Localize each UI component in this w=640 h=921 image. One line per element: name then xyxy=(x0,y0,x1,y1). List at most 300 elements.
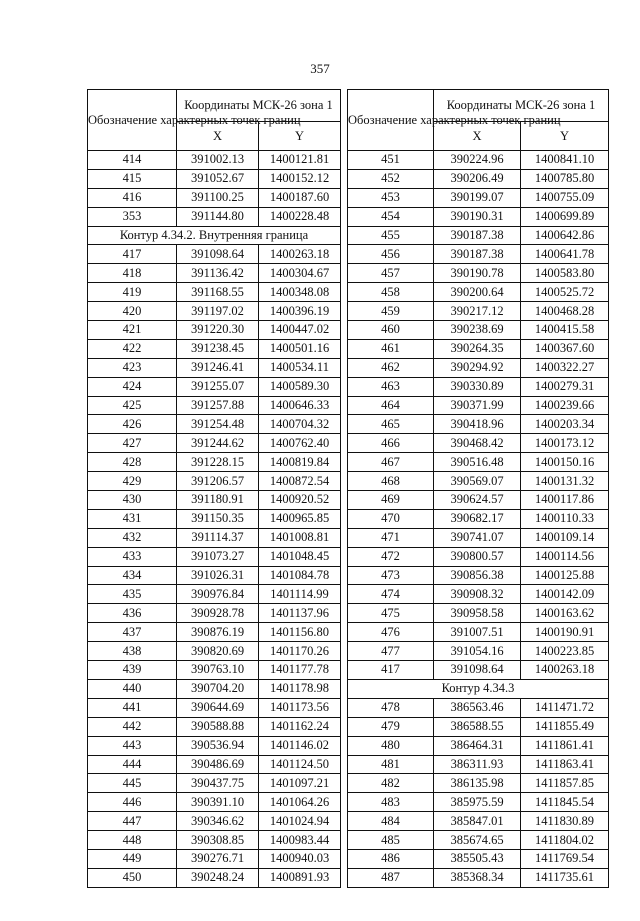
point-id-cell: 423 xyxy=(88,358,177,377)
x-coordinate-cell: 390468.42 xyxy=(434,434,521,453)
point-id-cell: 462 xyxy=(348,358,434,377)
y-coordinate-cell: 1400646.33 xyxy=(259,396,341,415)
y-coordinate-cell: 1400525.72 xyxy=(521,283,609,302)
table-row xyxy=(88,415,341,434)
y-coordinate-cell: 1400190.91 xyxy=(521,623,609,642)
table-row xyxy=(348,283,609,302)
y-coordinate-cell: 1400641.78 xyxy=(521,245,609,264)
x-coordinate-cell: 385847.01 xyxy=(434,812,521,831)
y-coordinate-cell: 1411845.54 xyxy=(521,793,609,812)
table-row xyxy=(88,585,341,604)
x-coordinate-cell: 391150.35 xyxy=(177,509,259,528)
point-id-cell: 449 xyxy=(88,849,177,868)
y-coordinate-cell: 1401008.81 xyxy=(259,528,341,547)
y-coordinate-cell: 1411855.49 xyxy=(521,717,609,736)
table-row xyxy=(348,528,609,547)
point-id-cell: 433 xyxy=(88,547,177,566)
table-row xyxy=(348,642,609,661)
y-coordinate-cell: 1400348.08 xyxy=(259,283,341,302)
x-coordinate-cell: 391168.55 xyxy=(177,283,259,302)
table-row xyxy=(348,472,609,491)
point-id-cell: 468 xyxy=(348,472,434,491)
x-coordinate-cell: 390418.96 xyxy=(434,415,521,434)
y-coordinate-cell: 1400965.85 xyxy=(259,509,341,528)
table-row xyxy=(348,566,609,585)
table-row xyxy=(348,755,609,774)
table-row xyxy=(88,698,341,717)
table-row xyxy=(88,302,341,321)
y-coordinate-cell: 1400142.09 xyxy=(521,585,609,604)
table-row xyxy=(88,264,341,283)
x-coordinate-cell: 390330.89 xyxy=(434,377,521,396)
y-coordinate-cell: 1400819.84 xyxy=(259,453,341,472)
table-row xyxy=(348,188,609,207)
y-coordinate-cell: 1400322.27 xyxy=(521,358,609,377)
x-coordinate-cell: 391052.67 xyxy=(177,169,259,188)
point-id-cell: 474 xyxy=(348,585,434,604)
point-id-cell: 432 xyxy=(88,528,177,547)
y-coordinate-cell: 1400203.34 xyxy=(521,415,609,434)
point-id-cell: 452 xyxy=(348,169,434,188)
table-row xyxy=(88,774,341,793)
point-id-cell: 353 xyxy=(88,207,177,226)
column-header-x: X xyxy=(434,122,521,151)
y-coordinate-cell: 1400983.44 xyxy=(259,831,341,850)
point-id-cell: 484 xyxy=(348,812,434,831)
x-coordinate-cell: 390569.07 xyxy=(434,472,521,491)
point-id-cell: 467 xyxy=(348,453,434,472)
point-id-cell: 460 xyxy=(348,321,434,340)
point-id-cell: 426 xyxy=(88,415,177,434)
point-id-cell: 456 xyxy=(348,245,434,264)
point-id-cell: 453 xyxy=(348,188,434,207)
x-coordinate-cell: 385505.43 xyxy=(434,849,521,868)
table-row xyxy=(348,434,609,453)
x-coordinate-cell: 391002.13 xyxy=(177,151,259,170)
table-row xyxy=(348,226,609,245)
x-coordinate-cell: 390741.07 xyxy=(434,528,521,547)
x-coordinate-cell: 391206.57 xyxy=(177,472,259,491)
point-id-cell: 470 xyxy=(348,509,434,528)
table-row xyxy=(88,566,341,585)
table-row xyxy=(348,868,609,887)
x-coordinate-cell: 390217.12 xyxy=(434,302,521,321)
section-label: Контур 4.34.2. Внутренняя граница xyxy=(88,226,341,245)
table-row xyxy=(88,604,341,623)
y-coordinate-cell: 1400304.67 xyxy=(259,264,341,283)
x-coordinate-cell: 391007.51 xyxy=(434,623,521,642)
y-coordinate-cell: 1411471.72 xyxy=(521,698,609,717)
point-id-cell: 429 xyxy=(88,472,177,491)
table-row xyxy=(348,491,609,510)
point-id-cell: 451 xyxy=(348,151,434,170)
y-coordinate-cell: 1411830.89 xyxy=(521,812,609,831)
x-coordinate-cell: 390264.35 xyxy=(434,339,521,358)
x-coordinate-cell: 385674.65 xyxy=(434,831,521,850)
table-row xyxy=(348,396,609,415)
y-coordinate-cell: 1411735.61 xyxy=(521,868,609,887)
y-coordinate-cell: 1400396.19 xyxy=(259,302,341,321)
table-row xyxy=(88,849,341,868)
x-coordinate-cell: 390294.92 xyxy=(434,358,521,377)
x-coordinate-cell: 386135.98 xyxy=(434,774,521,793)
x-coordinate-cell: 390206.49 xyxy=(434,169,521,188)
point-id-cell: 422 xyxy=(88,339,177,358)
y-coordinate-cell: 1400114.56 xyxy=(521,547,609,566)
point-id-cell: 485 xyxy=(348,831,434,850)
table-row xyxy=(88,831,341,850)
y-coordinate-cell: 1400152.12 xyxy=(259,169,341,188)
y-coordinate-cell: 1400150.16 xyxy=(521,453,609,472)
x-coordinate-cell: 391244.62 xyxy=(177,434,259,453)
section-header-row xyxy=(348,679,609,698)
table-row xyxy=(88,377,341,396)
y-coordinate-cell: 1411863.41 xyxy=(521,755,609,774)
table-row xyxy=(88,283,341,302)
point-id-cell: 472 xyxy=(348,547,434,566)
y-coordinate-cell: 1401146.02 xyxy=(259,736,341,755)
y-coordinate-cell: 1411769.54 xyxy=(521,849,609,868)
x-coordinate-cell: 391246.41 xyxy=(177,358,259,377)
y-coordinate-cell: 1400109.14 xyxy=(521,528,609,547)
table-row xyxy=(348,302,609,321)
table-row xyxy=(348,547,609,566)
y-coordinate-cell: 1400263.18 xyxy=(521,661,609,680)
point-id-cell: 416 xyxy=(88,188,177,207)
page-number: 357 xyxy=(310,61,330,76)
x-coordinate-cell: 390248.24 xyxy=(177,868,259,887)
point-id-cell: 437 xyxy=(88,623,177,642)
x-coordinate-cell: 390908.32 xyxy=(434,585,521,604)
y-coordinate-cell: 1400239.66 xyxy=(521,396,609,415)
x-coordinate-cell: 390199.07 xyxy=(434,188,521,207)
y-coordinate-cell: 1401097.21 xyxy=(259,774,341,793)
point-id-cell: 465 xyxy=(348,415,434,434)
table-row xyxy=(88,151,341,170)
y-coordinate-cell: 1401162.24 xyxy=(259,717,341,736)
x-coordinate-cell: 390437.75 xyxy=(177,774,259,793)
point-id-cell: 417 xyxy=(88,245,177,264)
point-id-cell: 487 xyxy=(348,868,434,887)
x-coordinate-cell: 390682.17 xyxy=(434,509,521,528)
point-id-cell: 430 xyxy=(88,491,177,510)
x-coordinate-cell: 391098.64 xyxy=(177,245,259,264)
point-id-cell: 478 xyxy=(348,698,434,717)
point-id-cell: 479 xyxy=(348,717,434,736)
table-row xyxy=(88,509,341,528)
table-row xyxy=(348,812,609,831)
x-coordinate-cell: 391197.02 xyxy=(177,302,259,321)
x-coordinate-cell: 391257.88 xyxy=(177,396,259,415)
table-row xyxy=(348,321,609,340)
point-id-cell: 427 xyxy=(88,434,177,453)
point-id-cell: 419 xyxy=(88,283,177,302)
y-coordinate-cell: 1400872.54 xyxy=(259,472,341,491)
table-row xyxy=(348,245,609,264)
y-coordinate-cell: 1400501.16 xyxy=(259,339,341,358)
y-coordinate-cell: 1400589.30 xyxy=(259,377,341,396)
point-id-cell: 444 xyxy=(88,755,177,774)
point-id-cell: 448 xyxy=(88,831,177,850)
point-id-cell: 450 xyxy=(88,868,177,887)
y-coordinate-cell: 1411857.85 xyxy=(521,774,609,793)
y-coordinate-cell: 1400920.52 xyxy=(259,491,341,510)
point-id-cell: 486 xyxy=(348,849,434,868)
x-coordinate-cell: 386464.31 xyxy=(434,736,521,755)
x-coordinate-cell: 391026.31 xyxy=(177,566,259,585)
point-id-cell: 457 xyxy=(348,264,434,283)
y-coordinate-cell: 1400163.62 xyxy=(521,604,609,623)
y-coordinate-cell: 1400131.32 xyxy=(521,472,609,491)
y-coordinate-cell: 1411861.41 xyxy=(521,736,609,755)
x-coordinate-cell: 390704.20 xyxy=(177,679,259,698)
table-row xyxy=(348,151,609,170)
table-row xyxy=(88,755,341,774)
x-coordinate-cell: 391073.27 xyxy=(177,547,259,566)
point-id-cell: 454 xyxy=(348,207,434,226)
point-id-cell: 440 xyxy=(88,679,177,698)
y-coordinate-cell: 1401170.26 xyxy=(259,642,341,661)
x-coordinate-cell: 391136.42 xyxy=(177,264,259,283)
point-id-cell: 425 xyxy=(88,396,177,415)
y-coordinate-cell: 1400642.86 xyxy=(521,226,609,245)
y-coordinate-cell: 1400415.58 xyxy=(521,321,609,340)
table-row xyxy=(348,509,609,528)
table-row xyxy=(88,396,341,415)
column-header-coordinates: Координаты МСК-26 зона 1 xyxy=(434,90,609,122)
column-header-y: Y xyxy=(521,122,609,151)
x-coordinate-cell: 390187.38 xyxy=(434,245,521,264)
point-id-cell: 475 xyxy=(348,604,434,623)
y-coordinate-cell: 1401124.50 xyxy=(259,755,341,774)
table-row xyxy=(348,207,609,226)
y-coordinate-cell: 1400187.60 xyxy=(259,188,341,207)
x-coordinate-cell: 390391.10 xyxy=(177,793,259,812)
point-id-cell: 461 xyxy=(348,339,434,358)
point-id-cell: 434 xyxy=(88,566,177,585)
x-coordinate-cell: 390876.19 xyxy=(177,623,259,642)
y-coordinate-cell: 1400228.48 xyxy=(259,207,341,226)
point-id-cell: 480 xyxy=(348,736,434,755)
table-row xyxy=(88,793,341,812)
table-row xyxy=(88,642,341,661)
table-row xyxy=(88,169,341,188)
table-row xyxy=(348,623,609,642)
column-header-y: Y xyxy=(259,122,341,151)
point-id-cell: 473 xyxy=(348,566,434,585)
table-row xyxy=(88,339,341,358)
x-coordinate-cell: 390276.71 xyxy=(177,849,259,868)
y-coordinate-cell: 1400940.03 xyxy=(259,849,341,868)
point-id-cell: 439 xyxy=(88,661,177,680)
x-coordinate-cell: 391180.91 xyxy=(177,491,259,510)
x-coordinate-cell: 391100.25 xyxy=(177,188,259,207)
point-id-cell: 483 xyxy=(348,793,434,812)
x-coordinate-cell: 390371.99 xyxy=(434,396,521,415)
y-coordinate-cell: 1400762.40 xyxy=(259,434,341,453)
column-header-coordinates: Координаты МСК-26 зона 1 xyxy=(177,90,341,122)
x-coordinate-cell: 390346.62 xyxy=(177,812,259,831)
point-id-cell: 435 xyxy=(88,585,177,604)
y-coordinate-cell: 1400117.86 xyxy=(521,491,609,510)
point-id-cell: 445 xyxy=(88,774,177,793)
x-coordinate-cell: 390763.10 xyxy=(177,661,259,680)
point-id-cell: 446 xyxy=(88,793,177,812)
x-coordinate-cell: 390238.69 xyxy=(434,321,521,340)
y-coordinate-cell: 1401024.94 xyxy=(259,812,341,831)
column-header-x: X xyxy=(177,122,259,151)
x-coordinate-cell: 390486.69 xyxy=(177,755,259,774)
section-label: Контур 4.34.3 xyxy=(348,679,609,698)
table-row xyxy=(348,585,609,604)
column-header-point-designation: Обозначение характерных точек границ xyxy=(88,90,177,151)
point-id-cell: 441 xyxy=(88,698,177,717)
y-coordinate-cell: 1400755.09 xyxy=(521,188,609,207)
y-coordinate-cell: 1400223.85 xyxy=(521,642,609,661)
y-coordinate-cell: 1401177.78 xyxy=(259,661,341,680)
table-row xyxy=(88,547,341,566)
x-coordinate-cell: 390308.85 xyxy=(177,831,259,850)
point-id-cell: 421 xyxy=(88,321,177,340)
y-coordinate-cell: 1400583.80 xyxy=(521,264,609,283)
table-row xyxy=(88,528,341,547)
point-id-cell: 464 xyxy=(348,396,434,415)
x-coordinate-cell: 391238.45 xyxy=(177,339,259,358)
table-row xyxy=(348,453,609,472)
x-coordinate-cell: 390200.64 xyxy=(434,283,521,302)
table-row xyxy=(348,849,609,868)
table-row xyxy=(88,472,341,491)
x-coordinate-cell: 390516.48 xyxy=(434,453,521,472)
y-coordinate-cell: 1400173.12 xyxy=(521,434,609,453)
x-coordinate-cell: 390624.57 xyxy=(434,491,521,510)
column-header-point-designation: Обозначение характерных точек границ xyxy=(348,90,434,151)
x-coordinate-cell: 386563.46 xyxy=(434,698,521,717)
table-row xyxy=(88,623,341,642)
point-id-cell: 471 xyxy=(348,528,434,547)
section-header-row xyxy=(88,226,341,245)
x-coordinate-cell: 390536.94 xyxy=(177,736,259,755)
table-row xyxy=(348,264,609,283)
table-row xyxy=(88,491,341,510)
point-id-cell: 466 xyxy=(348,434,434,453)
point-id-cell: 463 xyxy=(348,377,434,396)
x-coordinate-cell: 391254.48 xyxy=(177,415,259,434)
table-row xyxy=(88,321,341,340)
y-coordinate-cell: 1400447.02 xyxy=(259,321,341,340)
x-coordinate-cell: 385368.34 xyxy=(434,868,521,887)
point-id-cell: 447 xyxy=(88,812,177,831)
table-row xyxy=(88,434,341,453)
point-id-cell: 418 xyxy=(88,264,177,283)
table-row xyxy=(348,793,609,812)
x-coordinate-cell: 391144.80 xyxy=(177,207,259,226)
table-row xyxy=(88,245,341,264)
x-coordinate-cell: 385975.59 xyxy=(434,793,521,812)
x-coordinate-cell: 390800.57 xyxy=(434,547,521,566)
x-coordinate-cell: 390958.58 xyxy=(434,604,521,623)
y-coordinate-cell: 1401114.99 xyxy=(259,585,341,604)
x-coordinate-cell: 391114.37 xyxy=(177,528,259,547)
x-coordinate-cell: 390856.38 xyxy=(434,566,521,585)
y-coordinate-cell: 1400534.11 xyxy=(259,358,341,377)
point-id-cell: 428 xyxy=(88,453,177,472)
x-coordinate-cell: 390588.88 xyxy=(177,717,259,736)
y-coordinate-cell: 1401156.80 xyxy=(259,623,341,642)
x-coordinate-cell: 391220.30 xyxy=(177,321,259,340)
y-coordinate-cell: 1400121.81 xyxy=(259,151,341,170)
table-row xyxy=(348,169,609,188)
point-id-cell: 431 xyxy=(88,509,177,528)
table-row xyxy=(348,698,609,717)
x-coordinate-cell: 391098.64 xyxy=(434,661,521,680)
point-id-cell: 414 xyxy=(88,151,177,170)
point-id-cell: 469 xyxy=(348,491,434,510)
x-coordinate-cell: 391054.16 xyxy=(434,642,521,661)
y-coordinate-cell: 1400367.60 xyxy=(521,339,609,358)
y-coordinate-cell: 1400125.88 xyxy=(521,566,609,585)
table-row xyxy=(348,339,609,358)
y-coordinate-cell: 1401178.98 xyxy=(259,679,341,698)
table-row xyxy=(88,661,341,680)
point-id-cell: 417 xyxy=(348,661,434,680)
table-row xyxy=(88,679,341,698)
table-row xyxy=(348,736,609,755)
point-id-cell: 443 xyxy=(88,736,177,755)
y-coordinate-cell: 1401173.56 xyxy=(259,698,341,717)
x-coordinate-cell: 390976.84 xyxy=(177,585,259,604)
x-coordinate-cell: 390190.78 xyxy=(434,264,521,283)
point-id-cell: 477 xyxy=(348,642,434,661)
point-id-cell: 459 xyxy=(348,302,434,321)
table-row xyxy=(348,604,609,623)
table-row xyxy=(88,453,341,472)
x-coordinate-cell: 390928.78 xyxy=(177,604,259,623)
table-row xyxy=(88,188,341,207)
table-row xyxy=(88,358,341,377)
table-body xyxy=(88,151,341,888)
y-coordinate-cell: 1400699.89 xyxy=(521,207,609,226)
table-body xyxy=(348,151,609,888)
point-id-cell: 438 xyxy=(88,642,177,661)
table-row xyxy=(348,717,609,736)
x-coordinate-cell: 391228.15 xyxy=(177,453,259,472)
table-row xyxy=(348,831,609,850)
table-row xyxy=(88,812,341,831)
x-coordinate-cell: 390187.38 xyxy=(434,226,521,245)
x-coordinate-cell: 386311.93 xyxy=(434,755,521,774)
point-id-cell: 436 xyxy=(88,604,177,623)
table-row xyxy=(88,207,341,226)
y-coordinate-cell: 1401084.78 xyxy=(259,566,341,585)
table-row xyxy=(88,736,341,755)
y-coordinate-cell: 1400468.28 xyxy=(521,302,609,321)
point-id-cell: 442 xyxy=(88,717,177,736)
table-row xyxy=(88,717,341,736)
y-coordinate-cell: 1400841.10 xyxy=(521,151,609,170)
x-coordinate-cell: 386588.55 xyxy=(434,717,521,736)
coordinates-table-right xyxy=(347,89,609,888)
x-coordinate-cell: 390644.69 xyxy=(177,698,259,717)
x-coordinate-cell: 391255.07 xyxy=(177,377,259,396)
y-coordinate-cell: 1400263.18 xyxy=(259,245,341,264)
point-id-cell: 420 xyxy=(88,302,177,321)
point-id-cell: 482 xyxy=(348,774,434,793)
point-id-cell: 424 xyxy=(88,377,177,396)
table-row xyxy=(348,774,609,793)
table-row xyxy=(348,377,609,396)
y-coordinate-cell: 1411804.02 xyxy=(521,831,609,850)
